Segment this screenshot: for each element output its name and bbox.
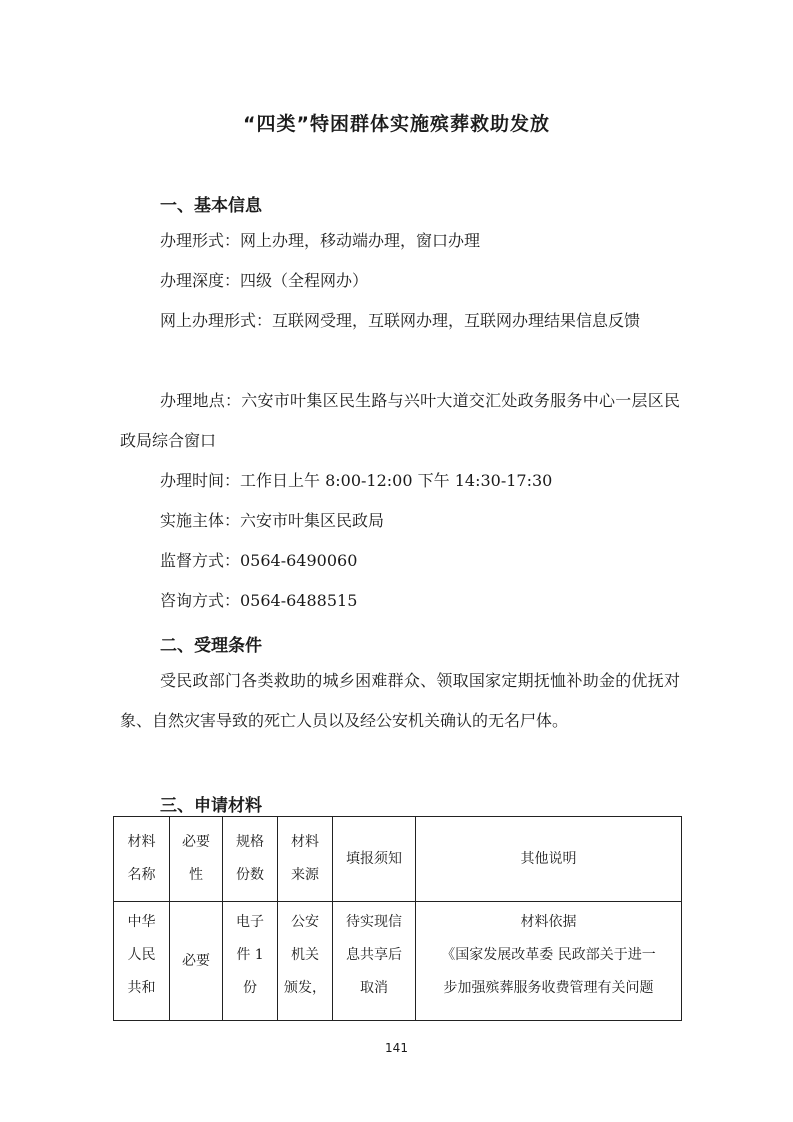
field-inquiry-phone: 咨询方式：0564-6488515 xyxy=(160,591,358,610)
cell-other-notes: 材料依据 《国家发展改革委 民政部关于进一 步加强殡葬服务收费管理有关问题 xyxy=(416,902,682,1021)
table-header-row xyxy=(114,817,682,902)
cell-necessity: 必要 xyxy=(170,902,223,1021)
page-title: “四类”特困群体实施殡葬救助发放 xyxy=(243,113,550,135)
field-handling-depth: 办理深度：四级（全程网办） xyxy=(160,271,369,290)
field-online-form: 网上办理形式：互联网受理，互联网办理，互联网办理结果信息反馈 xyxy=(160,311,641,330)
field-implementing-body: 实施主体：六安市叶集区民政局 xyxy=(160,511,385,530)
section-heading-materials: 三、申请材料 xyxy=(160,796,262,816)
section-heading-basic-info: 一、基本信息 xyxy=(160,196,262,216)
materials-table xyxy=(113,816,682,1021)
cell-material-name: 中华 人民 共和 xyxy=(114,902,170,1021)
cell-spec-count: 电子 件 1 份 xyxy=(223,902,278,1021)
cell-material-source: 公安 机关 颁发， xyxy=(278,902,333,1021)
cell-fill-notes: 待实现信 息共享后 取消 xyxy=(333,902,416,1021)
header-material-source: 材料 来源 xyxy=(278,817,333,902)
table-row xyxy=(114,902,682,1021)
section-heading-conditions: 二、受理条件 xyxy=(160,636,262,656)
header-necessity: 必要 性 xyxy=(170,817,223,902)
field-location: 办理地点：六安市叶集区民生路与兴叶大道交汇处政务服务中心一层区民政局综合窗口 xyxy=(120,391,680,450)
conditions-body: 受民政部门各类救助的城乡困难群众、领取国家定期抚恤补助金的优抚对象、自然灾害导致的死亡人员以及经公安机关确认的无名尸体。 xyxy=(120,671,680,730)
header-fill-notes: 填报须知 xyxy=(333,817,416,902)
field-hours: 办理时间：工作日上午 8:00-12:00 下午 14:30-17:30 xyxy=(160,471,553,490)
header-other-notes: 其他说明 xyxy=(416,817,682,902)
field-handling-form: 办理形式：网上办理，移动端办理，窗口办理 xyxy=(160,231,481,250)
header-material-name: 材料 名称 xyxy=(114,817,170,902)
page-number: 141 xyxy=(385,1041,408,1055)
field-supervision-phone: 监督方式：0564-6490060 xyxy=(160,551,358,570)
header-spec-count: 规格 份数 xyxy=(223,817,278,902)
